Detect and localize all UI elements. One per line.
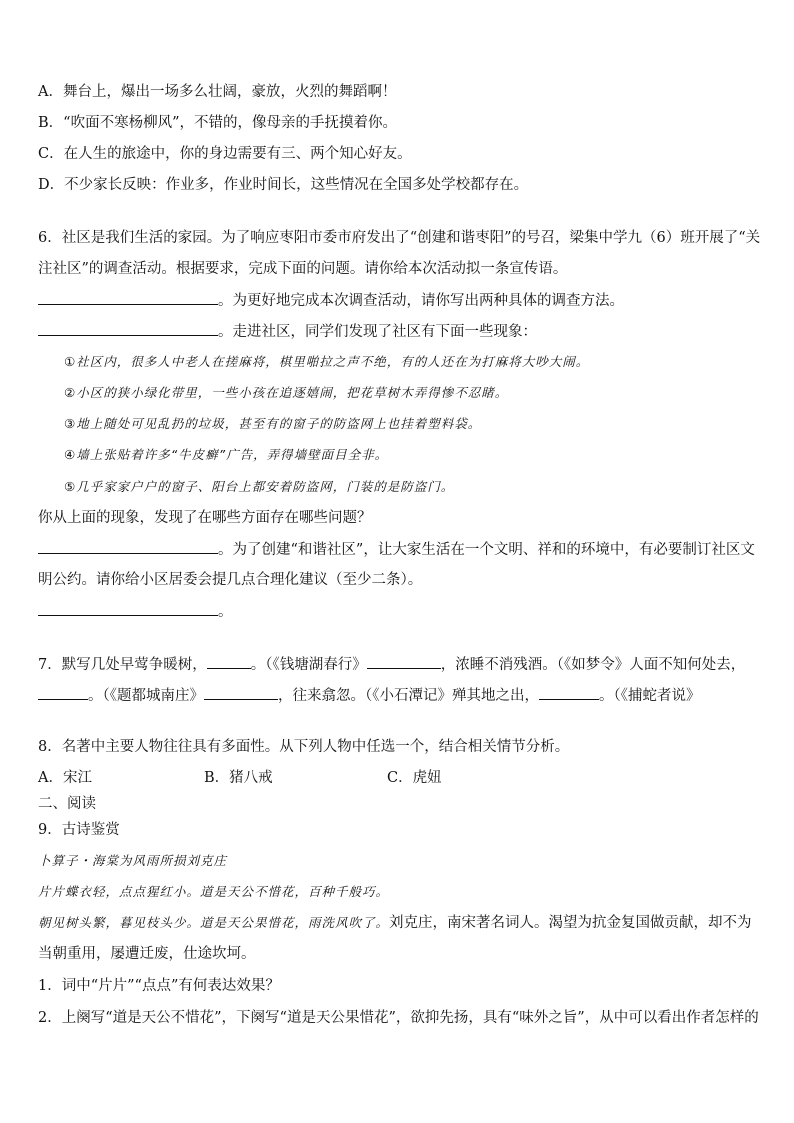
q5-option-c: C．在人生的旅途中，你的身边需要有三、两个知心好友。: [38, 146, 412, 162]
q6-line8: 。: [38, 601, 233, 622]
q6-line1: 6．社区是我们生活的家园。为了响应枣阳市委市府发出了“创建和谐枣阳”的号召，梁集中学九（6）班开展了“关: [38, 230, 761, 246]
q9-poem-title: 卜算子・海棠为风雨所损刘克庄: [38, 853, 228, 868]
q7-line2: 。（《题都城南庄》 ，往来翕忽。（《小石潭记》殚其地之出， 。（《捕蛇者说》: [38, 685, 701, 706]
q6-line5: 你从上面的现象，发现了在哪些方面存在哪些问题？: [38, 510, 372, 526]
q6-observation-2: ②小区的狭小绿化带里，一些小孩在追逐嬉闹，把花草树木弄得惨不忍睹。: [64, 385, 509, 400]
q6-observation-5: ⑤几乎家家户户的窗子、阳台上都安着防盗网，门装的是防盗门。: [64, 479, 455, 494]
answer-blank[interactable]: [204, 685, 278, 700]
q9-poem-line2: 朝见树头繁，暮见枝头少。道是天公果惜花，雨洗风吹了。刘克庄，南宋著名词人。渴望为抗金复国做贡献，却不为: [38, 915, 752, 931]
q8-option-b: B．猪八戒: [204, 770, 273, 786]
q5-option-a: A．舞台上，爆出一场多么壮阔，豪放，火烈的舞蹈啊！: [38, 84, 397, 100]
q9-poem-line1: 片片蝶衣轻，点点猩红小。道是天公不惜花，百种千般巧。: [38, 884, 390, 899]
section-heading: 二、阅读: [38, 796, 96, 812]
answer-blank[interactable]: [38, 685, 88, 700]
answer-blank[interactable]: [38, 290, 218, 305]
q6-line3: 。为更好地完成本次调查活动，请你写出两种具体的调查方法。: [38, 290, 624, 311]
q7-line1: 7．默写几处早莺争暖树， 。（《钱塘湖春行》 ，浓睡不消残酒。（《如梦令》人面不知何处去，: [38, 654, 745, 675]
q9-sub-question-2: 2．上阕写“道是天公不惜花”，下阕写“道是天公果惜花”，欲抑先扬，具有“味外之旨”，从中可以看出作者怎样的: [38, 1010, 759, 1026]
answer-blank[interactable]: [38, 321, 218, 336]
answer-blank[interactable]: [367, 654, 441, 669]
answer-blank[interactable]: [539, 685, 599, 700]
q5-option-d: D．不少家长反映：作业多，作业时间长，这些情况在全国多处学校都存在。: [38, 177, 529, 193]
q6-line4: 。走进社区，同学们发现了社区有下面一些现象：: [38, 321, 537, 342]
q6-line7: 明公约。请你给小区居委会提几点合理化建议（至少二条）。: [38, 572, 423, 588]
q6-observation-1: ①社区内，很多人中老人在搓麻将，棋里啪拉之声不绝，有的人还在为打麻将大吵大闹。: [64, 354, 590, 369]
q9-title: 9．古诗鉴赏: [38, 822, 120, 838]
q8-options: [38, 768, 442, 788]
answer-blank[interactable]: [38, 539, 218, 554]
q9-sub-question-1: 1．词中“片片”“点点”有何表达效果？: [38, 978, 280, 994]
q6-observation-4: ④墙上张贴着许多“牛皮癣”广告，弄得墙壁面目全非。: [64, 447, 389, 462]
q6-observation-3: ③地上随处可见乱扔的垃圾，甚至有的窗子的防盗网上也挂着塑料袋。: [64, 416, 482, 431]
answer-blank[interactable]: [207, 654, 251, 669]
q9-author-note: 当朝重用，屡遭迁废，仕途坎坷。: [38, 946, 256, 962]
answer-blank[interactable]: [38, 601, 218, 616]
q6-line2: 注社区”的调查活动。根据要求，完成下面的问题。请你给本次活动拟一条宣传语。: [38, 261, 568, 277]
q8-option-a: A．宋江: [38, 770, 92, 786]
q6-line6: 。为了创建“和谐社区”，让大家生活在一个文明、祥和的环境中，有必要制订社区文: [38, 539, 755, 560]
q5-option-b: B．“吹面不寒杨柳风”，不错的，像母亲的手抚摸着你。: [38, 115, 397, 131]
q8-option-c: C．虎妞: [387, 770, 442, 786]
q8-line: 8．名著中主要人物往往具有多面性。从下列人物中任选一个，结合相关情节分析。: [38, 739, 570, 755]
